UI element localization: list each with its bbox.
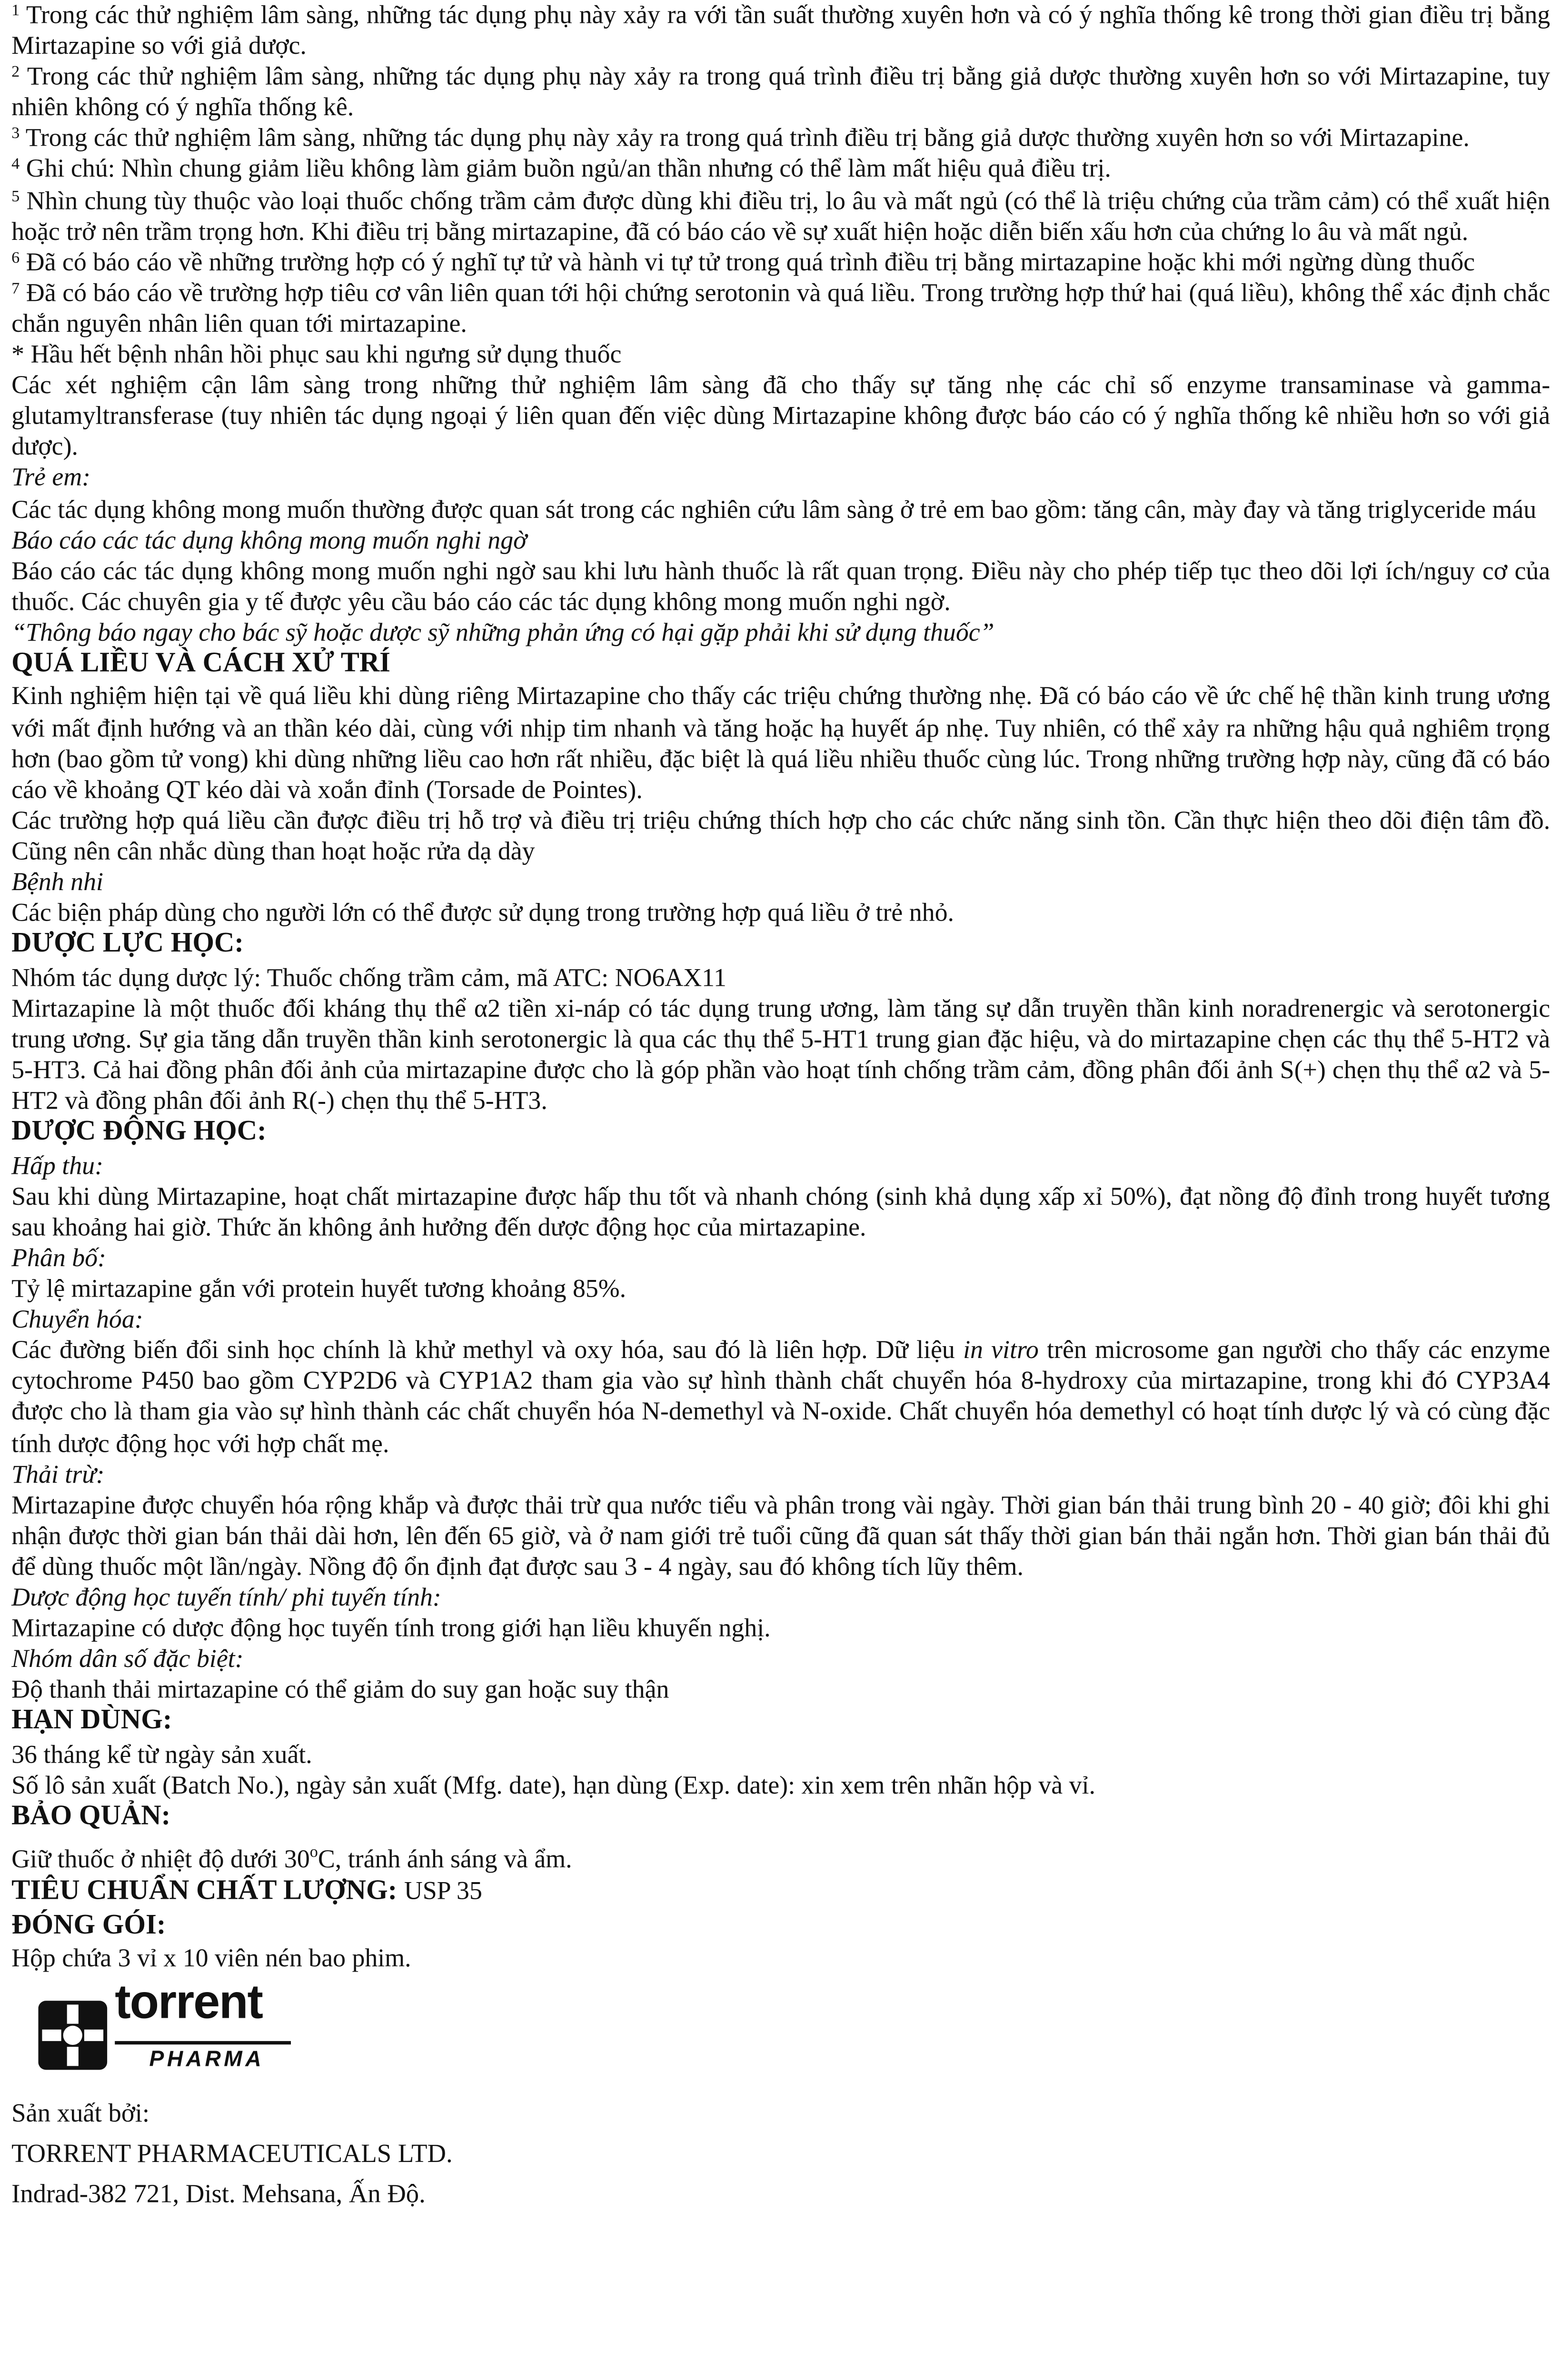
metabolism-heading: Chuyển hóa: xyxy=(11,1305,143,1334)
report-heading: Báo cáo các tác dụng không mong muốn nghi ngờ xyxy=(11,525,527,554)
manufacturer-label: Sản xuất bởi: xyxy=(11,2099,150,2128)
packing-text: Hộp chứa 3 vỉ x 10 viên nén bao phim. xyxy=(11,1943,411,1973)
elimination-text: Mirtazapine được chuyển hóa rộng khắp và được thải trừ qua nước tiểu và phân trong vài ngày. Thời gian bán thải trung bình 20 - 40 giờ; đôi khi ghi nhận được thời gian bán thải dài hơn, lên đến 65 giờ, và ở nam giới trẻ tuổi cũng đã quan sát thấy thời gian bán thải ngắn hơn. Thời gian bán thải đủ để dùng thuốc một lần/ngày. Nồng độ ổn định đạt được sau 3 - 4 ngày, sau đó không tích lũy thêm. xyxy=(11,1490,1551,1581)
footnote-2-text: Trong các thử nghiệm lâm sàng, những tác dụng phụ này xảy ra trong quá trình điều trị bằng giả dược thường xuyên hơn so với Mirtazapine, tuy nhiên không có ý nghĩa thống kê. xyxy=(11,61,1551,122)
quality-standard-heading: TIÊU CHUẨN CHẤT LƯỢNG: xyxy=(11,1876,398,1907)
pediatric-heading: Bệnh nhi xyxy=(11,867,104,896)
quality-standard xyxy=(11,1874,1550,1910)
metabolism-text-start: Các đường biến đổi sinh học chính là khử methyl và oxy hóa, sau đó là liên hợp. Dữ liệu xyxy=(11,1335,964,1365)
distribution-text: Tỷ lệ mirtazapine gắn với protein huyết tương khoảng 85%. xyxy=(11,1274,626,1303)
footnote-3-text: Trong các thử nghiệm lâm sàng, những tác dụng phụ này xảy ra trong quá trình điều trị bằng giả dược thường xuyên hơn so với Mirtazapine. xyxy=(25,123,1470,152)
manufacturer-block xyxy=(11,2093,1550,2214)
asterisk-note: * Hầu hết bệnh nhân hồi phục sau khi ngưng sử dụng thuốc xyxy=(11,339,622,368)
absorption-text: Sau khi dùng Mirtazapine, hoạt chất mirtazapine được hấp thu tốt và nhanh chóng (sinh khả dụng xấp xỉ 50%), đạt nồng độ đỉnh trong huyết tương sau khoảng hai giờ. Thức ăn không ảnh hưởng đến dược động học của mirtazapine. xyxy=(11,1181,1551,1241)
torrent-pharma-logo xyxy=(38,1976,1550,2082)
overdose-heading: QUÁ LIỀU VÀ CÁCH XỬ TRÍ xyxy=(11,648,391,679)
metabolism-in-vitro: in vitro xyxy=(963,1335,1039,1365)
shelf-life-text: 36 tháng kể từ ngày sản xuất. xyxy=(11,1739,312,1769)
metabolism-text-end: trên microsome gan người cho thấy các enzyme cytochrome P450 bao gồm CYP2D6 và CYP1A2 tham gia vào sự hình thành chất chuyển hóa 8-hydroxy của mirtazapine, trong khi đó CYP3A4 được cho là tham gia vào sự hình thành các chất chuyển hóa N-demethyl và N-oxide. Chất chuyển hóa demethyl có hoạt tính dược lý và có cùng đặc tính dược động học với hợp chất mẹ. xyxy=(11,1335,1551,1457)
packing-heading: ĐÓNG GÓI: xyxy=(11,1910,166,1941)
children-heading: Trẻ em: xyxy=(11,463,91,492)
shelf-life-heading: HẠN DÙNG: xyxy=(11,1706,172,1737)
quality-standard-value: USP 35 xyxy=(404,1876,482,1905)
pharmacodynamics-heading: DƯỢC LỰC HỌC: xyxy=(11,929,244,960)
pharmacokinetics-heading: DƯỢC ĐỘNG HỌC: xyxy=(11,1117,267,1148)
distribution-heading: Phân bố: xyxy=(11,1243,106,1272)
batch-text: Số lô sản xuất (Batch No.), ngày sản xuất (Mfg. date), hạn dùng (Exp. date): xin xem trên nhãn hộp và vỉ. xyxy=(11,1770,1095,1800)
storage-text-start: Giữ thuốc ở nhiệt độ dưới 30 xyxy=(11,1843,310,1873)
lab-paragraph: Các xét nghiệm cận lâm sàng trong những thử nghiệm lâm sàng đã cho thấy sự tăng nhẹ các chỉ số enzyme transaminase và gamma-glutamyltransferase (tuy nhiên tác dụng ngoại ý liên quan đến việc dùng Mirtazapine không được báo cáo có ý nghĩa thống kê nhiều hơn so với giả dược). xyxy=(11,370,1551,461)
degree-symbol: o xyxy=(309,1841,318,1860)
storage-heading: BẢO QUẢN: xyxy=(11,1801,171,1832)
pharmacodynamics-text: Mirtazapine là một thuốc đối kháng thụ thể α2 tiền xi-náp có tác dụng trung ương, làm tăng sự dẫn truyền thần kinh noradrenergic và serotonergic trung ương. Sự gia tăng dẫn truyền thần kinh serotonergic là qua các thụ thể 5-HT1 trung gian đặc hiệu, và do mirtazapine chẹn các thụ thể 5-HT2 và 5-HT3. Cả hai đồng phân đối ảnh của mirtazapine được cho là góp phần vào hoạt tính chống trầm cảm, đồng phân đối ảnh S(+) chẹn thụ thể α2 và 5-HT2 và đồng phân đối ảnh R(-) chẹn thụ thể 5-HT3. xyxy=(11,993,1551,1115)
manufacturer-address: Indrad-382 721, Dist. Mehsana, Ấn Độ. xyxy=(11,2179,426,2209)
absorption-heading: Hấp thu: xyxy=(11,1150,104,1180)
report-text: Báo cáo các tác dụng không mong muốn nghi ngờ sau khi lưu hành thuốc là rất quan trọng. Điều này cho phép tiếp tục theo dõi lợi ích/nguy cơ của thuốc. Các chuyên gia y tế được yêu cầu báo cáo các tác dụng không mong muốn nghi ngờ. xyxy=(11,555,1551,615)
pediatric-text: Các biện pháp dùng cho người lớn có thể được sử dụng trong trường hợp quá liều ở trẻ nhỏ. xyxy=(11,898,954,927)
footnote-6 xyxy=(11,247,1550,278)
special-population-heading: Nhóm dân số đặc biệt: xyxy=(11,1644,244,1673)
footnote-4-text: Ghi chú: Nhìn chung giảm liều không làm giảm buồn ngủ/an thần nhưng có thể làm mất hiệu quả điều trị. xyxy=(26,154,1111,183)
overdose-paragraph-2: Các trường hợp quá liều cần được điều trị hỗ trợ và điều trị triệu chứng thích hợp cho các chức năng sinh tồn. Cần thực hiện theo dõi điện tâm đồ. Cũng nên cân nhắc dùng than hoạt hoặc rửa dạ dày xyxy=(11,805,1551,865)
elimination-heading: Thải trừ: xyxy=(11,1459,105,1488)
footnote-5-number: 5 xyxy=(11,185,20,205)
special-population-text: Độ thanh thải mirtazapine có thể giảm do suy gan hoặc suy thận xyxy=(11,1675,669,1704)
metabolism-text xyxy=(11,1336,1550,1459)
footnote-7-number: 7 xyxy=(11,278,20,298)
linearity-text: Mirtazapine có dược động học tuyến tính trong giới hạn liều khuyến nghị. xyxy=(11,1613,771,1643)
storage-text-end: C, tránh ánh sáng và ẩm. xyxy=(318,1843,572,1873)
notice-quote: “Thông báo ngay cho bác sỹ hoặc dược sỹ những phản ứng có hại gặp phải khi sử dụng thuốc” xyxy=(11,617,994,646)
footnote-2 xyxy=(11,62,1550,124)
storage-text xyxy=(11,1835,1550,1874)
footnote-1-number: 1 xyxy=(11,0,20,20)
pharmacodynamics-group: Nhóm tác dụng dược lý: Thuốc chống trầm cảm, mã ATC: NO6AX11 xyxy=(11,962,726,992)
footnote-6-text: Đã có báo cáo về những trường hợp có ý nghĩ tự tử và hành vi tự tử trong quá trình điều trị bằng mirtazapine hoặc khi mới ngừng dùng thuốc xyxy=(26,247,1475,276)
footnote-2-number: 2 xyxy=(11,61,20,81)
overdose-paragraph-1: Kinh nghiệm hiện tại về quá liều khi dùng riêng Mirtazapine cho thấy các triệu chứng thường nhẹ. Đã có báo cáo về ức chế hệ thần kinh trung ương với mất định hướng và an thần kéo dài, cùng với nhịp tim nhanh và tăng hoặc hạ huyết áp nhẹ. Tuy nhiên, có thể xảy ra những hậu quả nghiêm trọng hơn (bao gồm tử vong) khi dùng những liều cao hơn rất nhiều, đặc biệt là quá liều nhiều thuốc cùng lúc. Trong những trường hợp này, cũng đã có báo cáo về khoảng QT kéo dài và xoắn đỉnh (Torsade de Pointes). xyxy=(11,682,1551,803)
linearity-heading: Dược động học tuyến tính/ phi tuyến tính: xyxy=(11,1582,441,1612)
leaflet-document xyxy=(11,0,1550,2214)
footnote-5 xyxy=(11,185,1550,247)
footnote-1 xyxy=(11,0,1550,62)
footnote-6-number: 6 xyxy=(11,247,20,267)
footnote-3-number: 3 xyxy=(11,123,20,143)
footnote-1-text: Trong các thử nghiệm lâm sàng, những tác dụng phụ này xảy ra với tần suất thường xuyên hơn và có ý nghĩa thống kê trong thời gian điều trị bằng Mirtazapine so với giả dược. xyxy=(11,0,1551,60)
footnote-4-number: 4 xyxy=(11,154,20,174)
logo-sub-text: PHARMA xyxy=(149,2049,265,2073)
footnote-5-text: Nhìn chung tùy thuộc vào loại thuốc chống trầm cảm được dùng khi điều trị, lo âu và mất ngủ (có thể là triệu chứng của trầm cảm) có thể xuất hiện hoặc trở nên trầm trọng hơn. Khi điều trị bằng mirtazapine, đã có báo cáo về sự xuất hiện hoặc diễn biến xấu hơn của chứng lo âu và mất ngủ. xyxy=(11,185,1551,245)
footnote-4 xyxy=(11,154,1550,185)
logo-brand-text: torrent xyxy=(115,1976,262,2030)
footnote-7-text: Đã có báo cáo về trường hợp tiêu cơ vân liên quan tới hội chứng serotonin và quá liều. Trong trường hợp thứ hai (quá liều), không thể xác định chắc chắn nguyên nhân liên quan tới mirtazapine. xyxy=(11,278,1551,338)
manufacturer-name: TORRENT PHARMACEUTICALS LTD. xyxy=(11,2139,453,2168)
children-text: Các tác dụng không mong muốn thường được quan sát trong các nghiên cứu lâm sàng ở trẻ em bao gồm: tăng cân, mày đay và tăng triglyceride máu xyxy=(11,494,1537,523)
footnote-7 xyxy=(11,278,1550,340)
footnote-3 xyxy=(11,123,1550,154)
